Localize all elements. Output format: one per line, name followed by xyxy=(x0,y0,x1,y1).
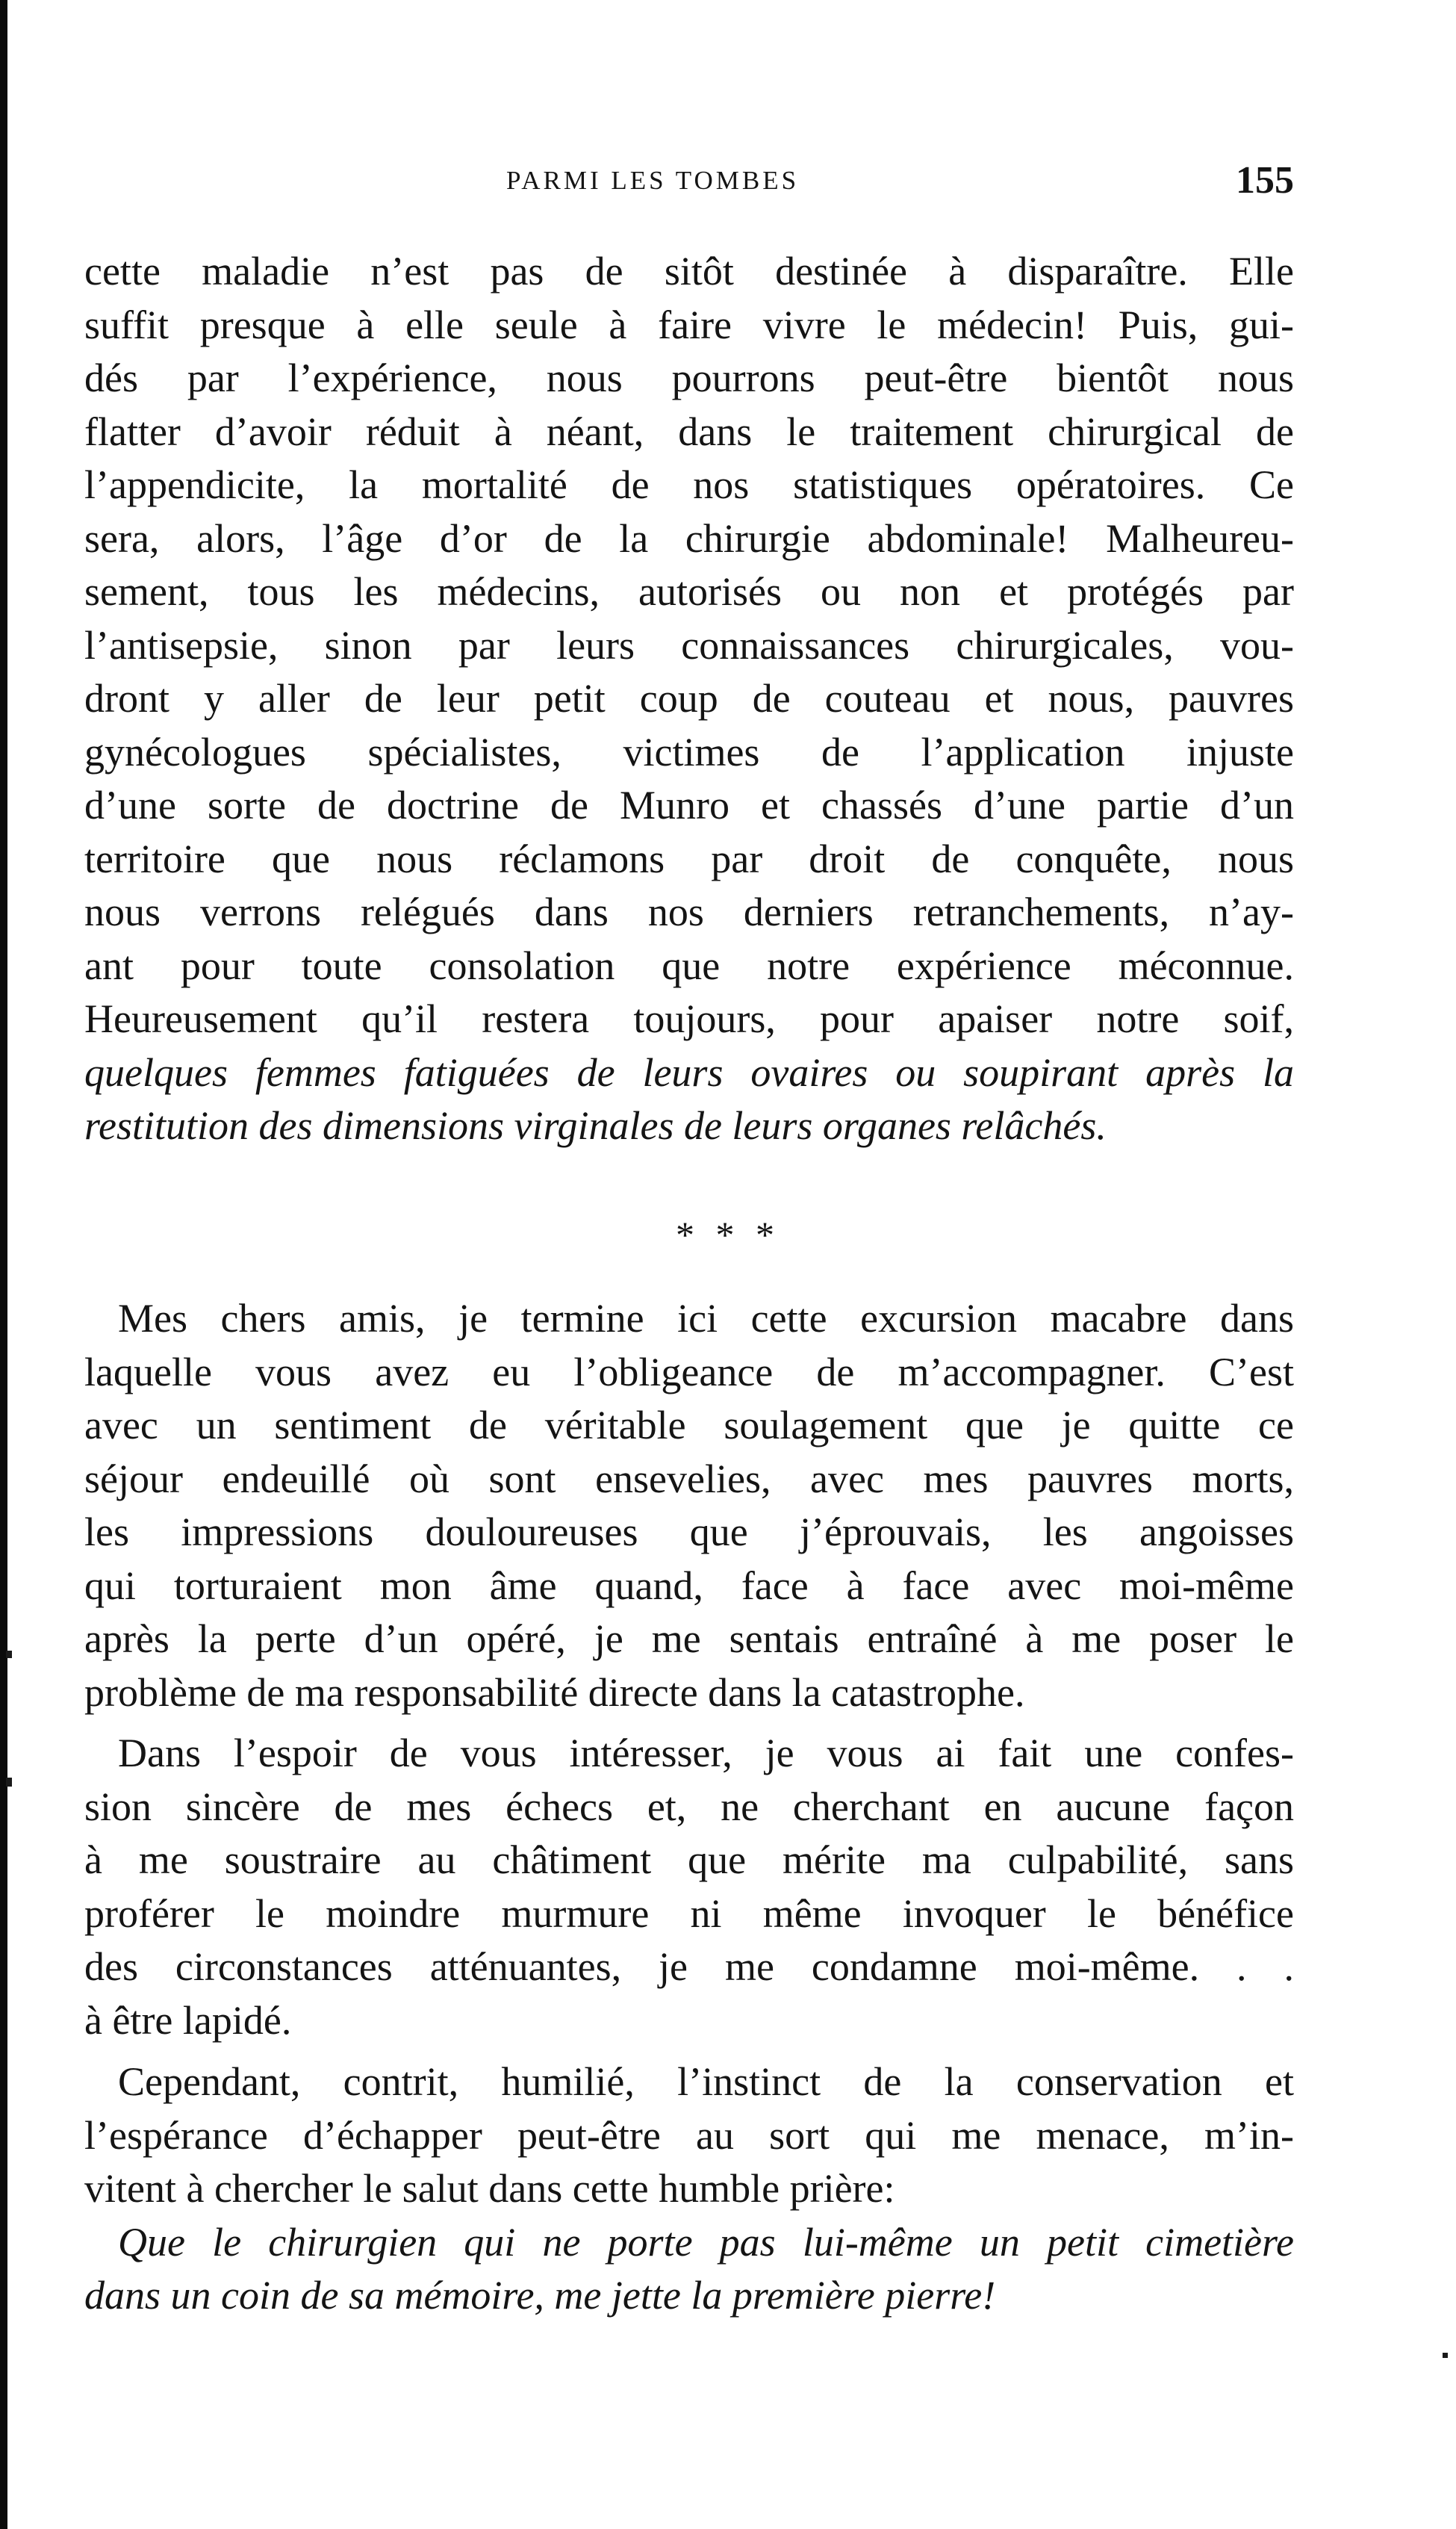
text-line: laquelle vous avez eu l’obligeance de m’accompagner. C’est xyxy=(84,1349,1294,1394)
text-line: cette maladie n’est pas de sitôt destinée à disparaître. Elle xyxy=(84,249,1294,294)
scan-edge-bar xyxy=(0,0,7,2529)
text-line: flatter d’avoir réduit à néant, dans le traitement chirurgical de xyxy=(84,409,1294,454)
text-line: d’une sorte de doctrine de Munro et chassés d’une partie d’un xyxy=(84,783,1294,828)
text-line: nous verrons relégués dans nos derniers retranchements, n’ay- xyxy=(84,890,1294,934)
paragraph-continuation xyxy=(84,245,1294,1153)
text-line: suffit presque à elle seule à faire vivre le médecin! Puis, gui- xyxy=(84,302,1294,347)
text-line: sera, alors, l’âge d’or de la chirurgie abdominale! Malheureu- xyxy=(84,515,1294,561)
text-line: territoire que nous réclamons par droit de conquête, nous xyxy=(84,836,1294,881)
text-line: vitent à chercher le salut dans cette humble prière: xyxy=(84,2166,895,2211)
text-line: dés par l’expérience, nous pourrons peut-être bientôt nous xyxy=(84,356,1294,400)
section-separator: * * * xyxy=(676,1214,780,1256)
text-line: à être lapidé. xyxy=(84,1997,292,2043)
page-number: 155 xyxy=(1236,159,1294,202)
text-line: l’espérance d’échapper peut-être au sort qui me menace, m’in- xyxy=(84,2112,1294,2158)
text-line: Mes chers amis, je termine ici cette excursion macabre dans xyxy=(118,1296,1294,1341)
text-line: l’antisepsie, sinon par leurs connaissances chirurgicales, vou- xyxy=(84,622,1294,668)
italic-text-line: restitution des dimensions virginales de leurs organes relâchés. xyxy=(84,1103,1107,1148)
text-line: Cependant, contrit, humilié, l’instinct de la conservation et xyxy=(118,2059,1294,2104)
text-line: sement, tous les médecins, autorisés ou non et protégés par xyxy=(84,569,1294,614)
text-line: les impressions douloureuses que j’éprouvais, les angoisses xyxy=(84,1509,1294,1554)
text-line: Dans l’espoir de vous intéresser, je vous ai fait une confes- xyxy=(118,1731,1294,1775)
text-line: problème de ma responsabilité directe dans la catastrophe. xyxy=(84,1669,1025,1715)
paragraph-confession xyxy=(84,1727,1294,2047)
text-line: dront y aller de leur petit coup de couteau et nous, pauvres xyxy=(84,676,1294,721)
text-line: après la perte d’un opéré, je me sentais entraîné à me poser le xyxy=(84,1616,1294,1661)
italic-text-line: dans un coin de sa mémoire, me jette la première pierre! xyxy=(84,2273,996,2318)
margin-speck xyxy=(6,1651,12,1658)
italic-text-line: Que le chirurgien qui ne porte pas lui-même un petit cimetière xyxy=(118,2219,1294,2265)
paragraph-prayer xyxy=(84,2055,1294,2323)
text-line: ant pour toute consolation que notre expérience méconnue. xyxy=(84,943,1294,988)
text-line: Heureusement qu’il restera toujours, pour apaiser notre soif, xyxy=(84,996,1294,1041)
paragraph-closing xyxy=(84,1292,1294,1719)
text-line: qui torturaient mon âme quand, face à face avec moi-même xyxy=(84,1563,1294,1608)
text-line: l’appendicite, la mortalité de nos statistiques opératoires. Ce xyxy=(84,462,1294,507)
margin-speck xyxy=(6,1778,12,1787)
text-line: à me soustraire au châtiment que mérite ma culpabilité, sans xyxy=(84,1837,1294,1882)
margin-speck xyxy=(1443,2353,1448,2358)
text-line: proférer le moindre murmure ni même invoquer le bénéfice xyxy=(84,1890,1294,1936)
text-line: gynécologues spécialistes, victimes de l’application injuste xyxy=(84,729,1294,775)
text-line: sion sincère de mes échecs et, ne cherchant en aucune façon xyxy=(84,1784,1294,1829)
text-line: avec un sentiment de véritable soulagement que je quitte ce xyxy=(84,1403,1294,1447)
italic-text-line: quelques femmes fatiguées de leurs ovaires ou soupirant après la xyxy=(84,1049,1294,1095)
text-line: séjour endeuillé où sont ensevelies, avec mes pauvres morts, xyxy=(84,1456,1294,1501)
text-line: des circonstances atténuantes, je me condamne moi-même. . . xyxy=(84,1944,1294,1989)
running-title: PARMI LES TOMBES xyxy=(506,166,800,195)
